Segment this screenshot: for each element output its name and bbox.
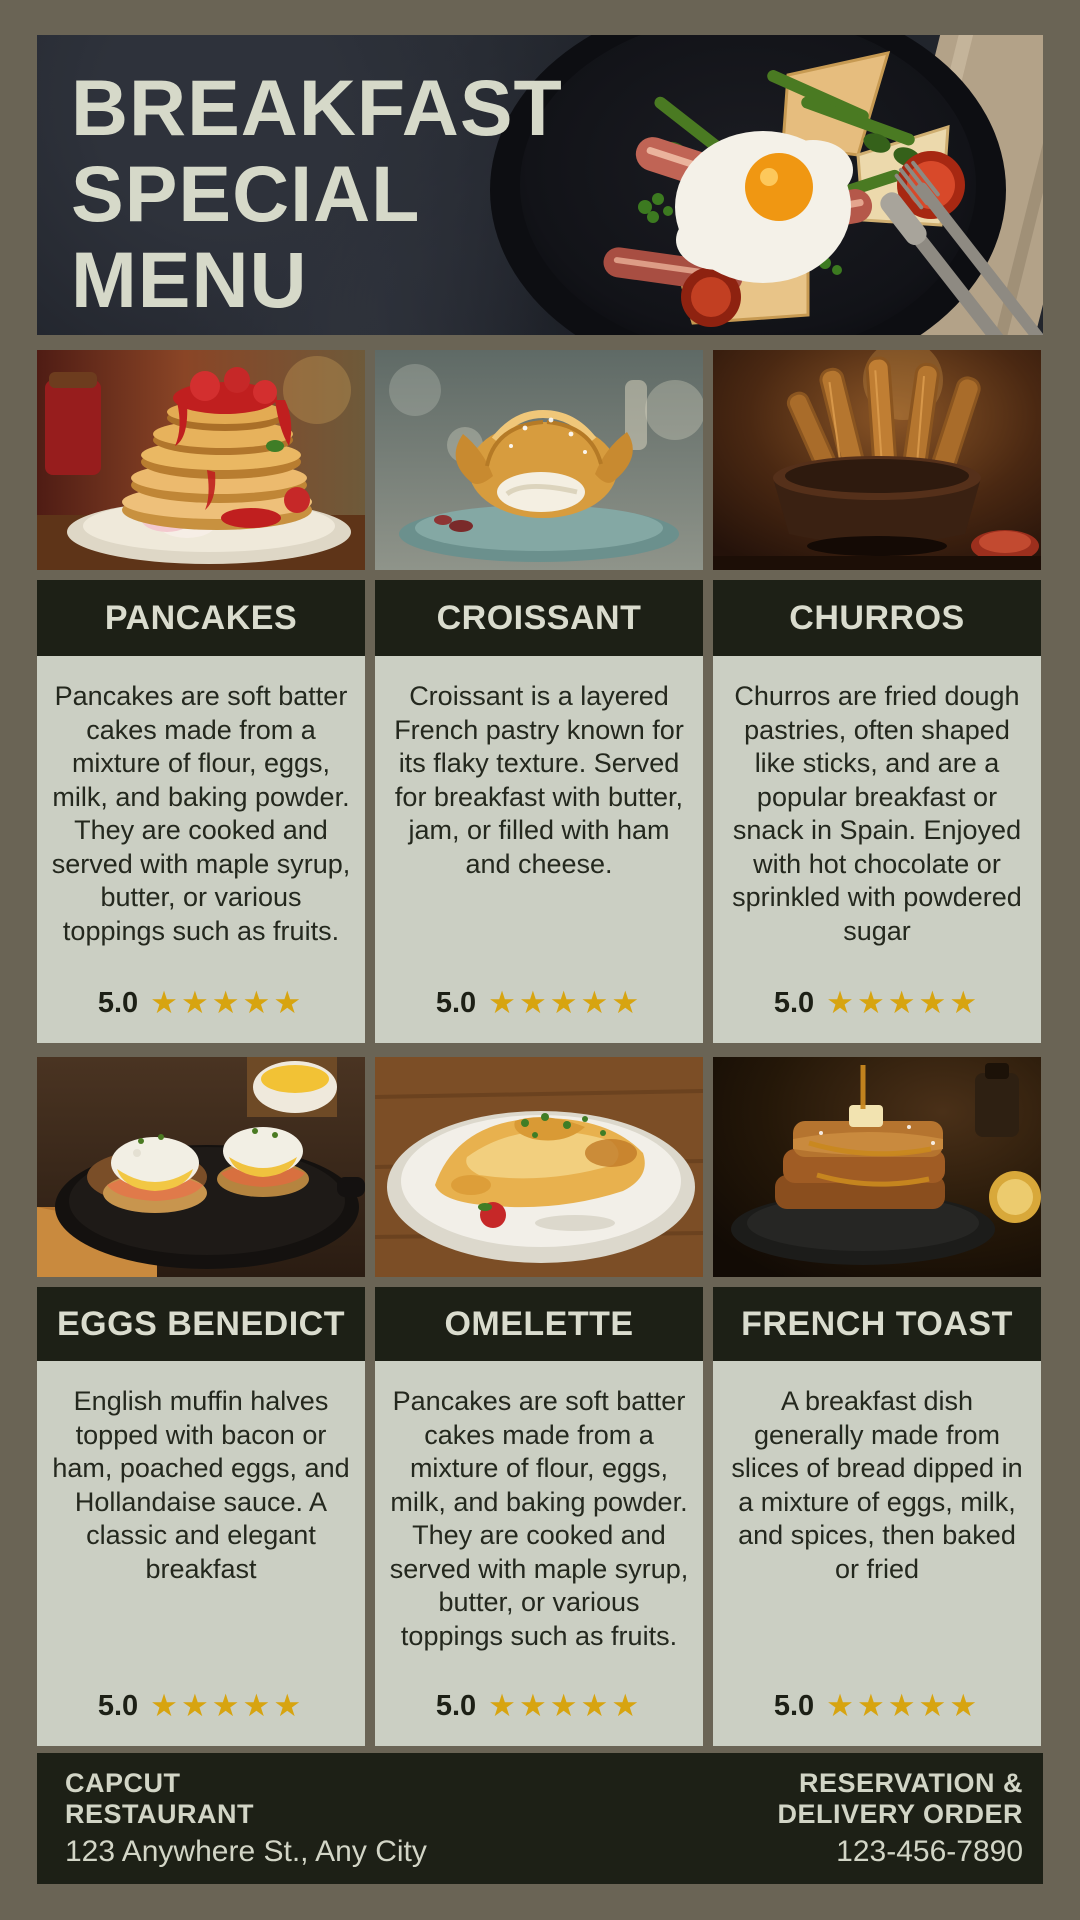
reservation-line-2: DELIVERY ORDER [777, 1798, 1023, 1829]
star-icons: ★★★★★ [826, 985, 981, 1021]
item-description: A breakfast dish generally made from slices of bread dipped in a mixture of eggs, milk, and spices, then baked or fried [731, 1386, 1023, 1584]
pancakes-photo [37, 350, 365, 570]
item-description: English muffin halves topped with bacon or ham, poached eggs, and Hollandaise sauce. A classic and elegant breakfast [52, 1386, 350, 1584]
menu-card-pancakes [37, 580, 365, 1043]
star-icons: ★★★★★ [826, 1688, 981, 1724]
croissant-photo [375, 350, 703, 570]
page-title-line-2: SPECIAL [71, 149, 421, 238]
item-title: OMELETTE [375, 1287, 703, 1361]
item-rating [436, 985, 642, 1021]
rating-score: 5.0 [773, 986, 815, 1019]
item-title: EGGS BENEDICT [37, 1287, 365, 1361]
item-description: Croissant is a layered French pastry known for its flaky texture. Served for breakfast with butter, jam, or filled with ham and cheese. [394, 681, 684, 879]
item-title: CROISSANT [375, 580, 703, 656]
menu-card-eggs-benedict [37, 1287, 365, 1746]
menu-card-churros [713, 580, 1041, 1043]
item-description: Pancakes are soft batter cakes made from a mixture of flour, eggs, milk, and baking powder. They are cooked and served with maple syrup, butter, or various toppings such as fruits. [51, 681, 351, 946]
item-description: Churros are fried dough pastries, often shaped like sticks, and are a popular breakfast or snack in Spain. Enjoyed with hot chocolate or sprinkled with powdered sugar [732, 681, 1022, 946]
item-rating [774, 1688, 980, 1724]
item-body [37, 1361, 365, 1746]
reservation-line-1: RESERVATION & [798, 1767, 1023, 1798]
omelette-photo [375, 1057, 703, 1277]
item-title: CHURROS [713, 580, 1041, 656]
restaurant-address: 123 Anywhere St., Any City [65, 1834, 427, 1868]
restaurant-info [65, 1768, 427, 1870]
star-icons: ★★★★★ [488, 985, 643, 1021]
page-title-line-3: MENU [71, 235, 308, 324]
rating-score: 5.0 [435, 1689, 477, 1722]
menu-card-omelette [375, 1287, 703, 1746]
item-rating [98, 1688, 304, 1724]
item-title: FRENCH TOAST [713, 1287, 1041, 1361]
restaurant-name-line-2: RESTAURANT [65, 1798, 254, 1829]
rating-score: 5.0 [435, 986, 477, 1019]
rating-score: 5.0 [773, 1689, 815, 1722]
churros-photo [713, 350, 1041, 570]
eggs-benedict-photo [37, 1057, 365, 1277]
item-body [37, 656, 365, 1043]
star-icons: ★★★★★ [150, 985, 305, 1021]
item-body [375, 1361, 703, 1746]
item-description: Pancakes are soft batter cakes made from a mixture of flour, eggs, milk, and baking powder. They are cooked and served with maple syrup, butter, or various toppings such as fruits. [389, 1386, 689, 1651]
footer-bar [37, 1753, 1043, 1884]
item-rating [774, 985, 980, 1021]
menu-card-french-toast [713, 1287, 1041, 1746]
restaurant-name-line-1: CAPCUT [65, 1767, 181, 1798]
header-banner [37, 35, 1043, 335]
menu-card-croissant [375, 580, 703, 1043]
page-title [37, 35, 1043, 323]
item-body [713, 656, 1041, 1043]
item-body [375, 656, 703, 1043]
item-rating [98, 985, 304, 1021]
page-title-line-1: BREAKFAST [71, 63, 563, 152]
french-toast-photo [713, 1057, 1041, 1277]
star-icons: ★★★★★ [488, 1688, 643, 1724]
reservation-phone: 123-456-7890 [836, 1834, 1023, 1868]
rating-score: 5.0 [97, 1689, 139, 1722]
item-title: PANCAKES [37, 580, 365, 656]
rating-score: 5.0 [97, 986, 139, 1019]
item-body [713, 1361, 1041, 1746]
reservation-info [777, 1768, 1023, 1870]
star-icons: ★★★★★ [150, 1688, 305, 1724]
item-rating [436, 1688, 642, 1724]
